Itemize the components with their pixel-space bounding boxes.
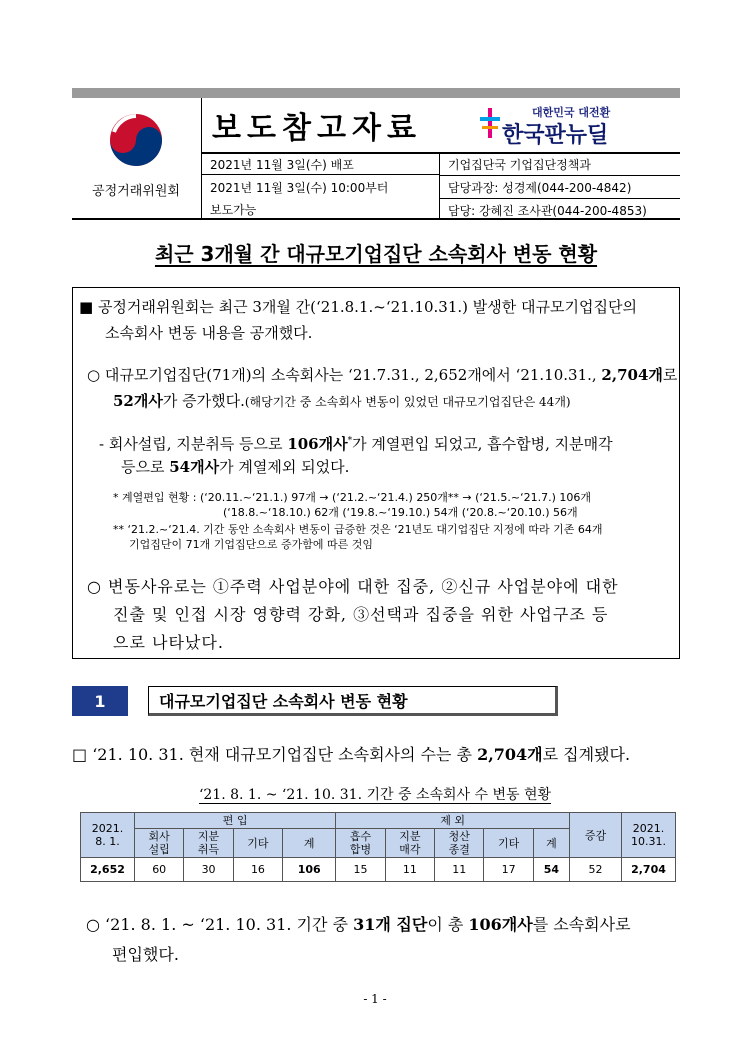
section-number: 1 bbox=[72, 686, 128, 716]
summary-p3-line2: 등으로 54개사가 계열제외 되었다. bbox=[121, 458, 350, 476]
note-1-line1: * 계열편입 현황 : (‘20.11.~‘21.1.) 97개 → (‘21.2.~‘21.4.) 250개** → (‘21.5.~‘21.7.) 106개 bbox=[113, 491, 592, 504]
department: 기업집단국 기업집단정책과 bbox=[448, 157, 591, 172]
brand-logo bbox=[440, 98, 680, 152]
col-out-liquidate: 청산 종결 bbox=[435, 829, 484, 858]
body-line-1: □ ‘21. 10. 31. 현재 대규모기업집단 소속회사의 수는 총 2,704개로 집계됐다. bbox=[72, 745, 631, 764]
col-in-establish: 회사 설립 bbox=[135, 829, 184, 858]
col-change: 증감 bbox=[570, 813, 622, 858]
table-cell: 11 bbox=[435, 858, 484, 882]
divider bbox=[440, 198, 680, 199]
divider bbox=[72, 218, 680, 220]
divider bbox=[439, 152, 440, 220]
embargo-line-1: 2021년 11월 3일(수) 10:00부터 bbox=[210, 180, 389, 195]
header-top-bar bbox=[72, 88, 680, 98]
new-deal-mark-icon bbox=[480, 108, 500, 138]
summary-p4-line3: 으로 나타났다. bbox=[113, 633, 224, 652]
table-cell: 15 bbox=[336, 858, 385, 882]
col-end: 2021. 10.31. bbox=[622, 813, 676, 858]
table-row bbox=[81, 858, 676, 882]
page-number: - 1 - bbox=[363, 992, 387, 1006]
col-in-acquire: 지분 취득 bbox=[184, 829, 233, 858]
brand-main-text: 한국판뉴딜 bbox=[502, 123, 609, 148]
brand-small-text: 대한민국 대전환 bbox=[532, 106, 611, 119]
body-line-2: ○ ‘21. 8. 1. ~ ‘21. 10. 31. 기간 중 31개 집단이 총 106개사를 소속회사로 bbox=[86, 915, 631, 934]
summary-p4-line1: ○ 변동사유로는 ①주력 사업분야에 대한 집중, ②신규 사업분야에 대한 bbox=[87, 577, 619, 596]
press-header bbox=[72, 98, 680, 220]
col-out-other: 기타 bbox=[484, 829, 533, 858]
table-cell: 54 bbox=[533, 858, 569, 882]
col-out-total: 계 bbox=[533, 829, 569, 858]
col-out-sell: 지분 매각 bbox=[385, 829, 434, 858]
table-cell: 2,704 bbox=[622, 858, 676, 882]
page-title: 최근 3개월 간 대규모기업집단 소속회사 변동 현황 bbox=[154, 242, 598, 266]
release-date: 2021년 11월 3일(수) 배포 bbox=[210, 157, 354, 172]
embargo-line-2: 보도가능 bbox=[210, 202, 257, 217]
officer-contact: 담당: 강혜진 조사관(044-200-4853) bbox=[448, 203, 647, 218]
note-2-line2: 기업집단이 71개 기업집단으로 증가함에 따른 것임 bbox=[129, 538, 373, 551]
summary-p3-line1: - 회사설립, 지분취득 등으로 106개사*가 계열편입 되었고, 흡수합병, 지분매각 bbox=[99, 435, 613, 453]
col-out-merge: 흡수 합병 bbox=[336, 829, 385, 858]
summary-p2-line1: ○ 대규모기업집단(71개)의 소속회사는 ‘21.7.31., 2,652개에서 ‘21.10.31., 2,704개로 bbox=[87, 366, 678, 384]
table-cell: 17 bbox=[484, 858, 533, 882]
col-group-out: 제 외 bbox=[336, 813, 570, 829]
table-cell: 52 bbox=[570, 858, 622, 882]
summary-box bbox=[72, 287, 680, 659]
divider bbox=[202, 174, 439, 175]
note-2-line1: ** ‘21.2.~‘21.4. 기간 동안 소속회사 변동이 급증한 것은 ‘21년도 대기업집단 지정에 따라 기존 64개 bbox=[113, 523, 603, 536]
col-in-total: 계 bbox=[283, 829, 336, 858]
col-in-other: 기타 bbox=[233, 829, 282, 858]
government-emblem-icon bbox=[108, 110, 164, 170]
org-name: 공정거래위원회 bbox=[92, 184, 180, 199]
table-cell: 60 bbox=[135, 858, 184, 882]
doc-type-title: 보도참고자료 bbox=[212, 111, 422, 146]
table-cell: 30 bbox=[184, 858, 233, 882]
summary-p2-line2: 52개사가 증가했다.(해당기간 중 소속회사 변동이 있었던 대규모기업집단은 44개) bbox=[113, 392, 571, 410]
col-start: 2021. 8. 1. bbox=[81, 813, 135, 858]
table-cell: 16 bbox=[233, 858, 282, 882]
summary-p1-line2: 소속회사 변동 내용을 공개했다. bbox=[105, 324, 313, 342]
divider bbox=[440, 175, 680, 176]
table-cell: 2,652 bbox=[81, 858, 135, 882]
director-contact: 담당과장: 성경제(044-200-4842) bbox=[448, 180, 632, 195]
membership-change-table bbox=[80, 812, 676, 882]
table-caption: ‘21. 8. 1. ~ ‘21. 10. 31. 기간 중 소속회사 수 변동 현황 bbox=[198, 787, 552, 803]
section-title: 대규모기업집단 소속회사 변동 현황 bbox=[148, 686, 558, 716]
table-cell: 106 bbox=[283, 858, 336, 882]
summary-p4-line2: 진출 및 인접 시장 영향력 강화, ③선택과 집중을 위한 사업구조 등 bbox=[113, 605, 609, 624]
table-cell: 11 bbox=[385, 858, 434, 882]
col-group-in: 편 입 bbox=[135, 813, 336, 829]
summary-p1-line1: ■ 공정거래위원회는 최근 3개월 간(‘21.8.1.~‘21.10.31.) 발생한 대규모기업집단의 bbox=[79, 298, 637, 316]
body-line-3: 편입했다. bbox=[112, 945, 179, 964]
org-logo-area bbox=[72, 98, 200, 220]
note-1-line2: (‘18.8.~‘18.10.) 62개 (‘19.8.~‘19.10.) 54개 (‘20.8.~‘20.10.) 56개 bbox=[223, 506, 578, 519]
